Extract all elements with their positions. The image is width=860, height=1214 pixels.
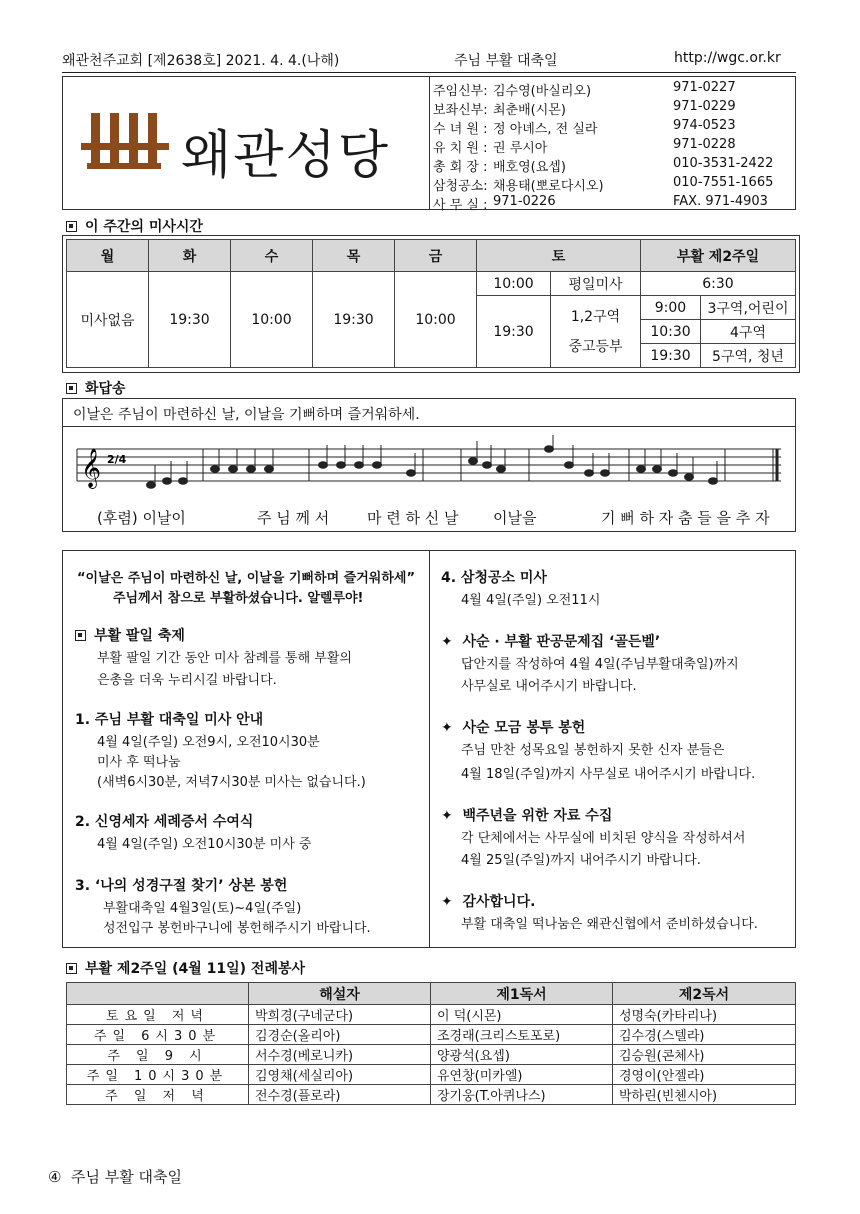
time-signature-numerator: 2/4	[107, 453, 127, 466]
mass-sat-type1: 평일미사	[551, 272, 641, 296]
notes-group	[147, 435, 718, 488]
music-staff	[73, 435, 787, 499]
note-head	[407, 470, 416, 477]
psalm-text: 이날은 주님이 마련하신 날, 이날을 기뻐하며 즐거워하세.	[73, 407, 420, 423]
easter-greeting: 주님께서 참으로 부활하셨습니다. 알렐루야!	[113, 591, 364, 606]
note-head	[585, 470, 594, 477]
octave-line: 은총을 더욱 누리시길 바랍니다.	[97, 673, 277, 688]
mass-sat-time1: 10:00	[477, 272, 551, 296]
server-name: 김승원(콘체사)	[613, 1045, 796, 1065]
mass-slot: 주 일 저 녁	[67, 1085, 249, 1105]
issue-info: 왜관천주교회 [제2638호] 2021. 4. 4.(나해)	[62, 53, 340, 69]
staff-name: 971-0226	[493, 194, 556, 209]
mass-tue: 19:30	[149, 272, 231, 368]
mass-wed: 10:00	[231, 272, 313, 368]
mass-mon: 미사없음	[67, 272, 149, 368]
staff-role: 주임신부:	[433, 84, 488, 99]
note-head	[601, 470, 610, 477]
server-name: 서수경(베로니카)	[249, 1045, 431, 1065]
mass-fri: 10:00	[395, 272, 477, 368]
psalm-heading: 화답송	[66, 378, 126, 398]
collection-2-line: 4월 18일(주일)까지 사무실로 내어주시기 바랍니다.	[461, 767, 756, 782]
server-name: 양광석(요셉)	[431, 1045, 613, 1065]
collection-1-line: 사무실로 내어주시기 바랍니다.	[461, 679, 637, 694]
servers-row	[67, 1085, 796, 1105]
octave-line: 부활 팔일 기간 동안 미사 참례를 통해 부활의	[97, 651, 352, 666]
servers-col-header	[67, 983, 249, 1005]
staff-role: 사 무 실 :	[433, 198, 488, 213]
staff-row	[433, 193, 793, 212]
parish-info-box	[62, 76, 796, 213]
staff-phone: 974-0523	[673, 118, 736, 133]
note-head	[565, 462, 574, 469]
staff-role: 유 치 원 :	[433, 141, 488, 156]
staff-name: 권 루시아	[493, 141, 548, 156]
day-mon: 월	[67, 240, 149, 272]
servers-col-header: 제2독서	[613, 983, 796, 1005]
notice-1-line: (새벽6시30분, 저녁7시30분 미사는 없습니다.)	[97, 775, 366, 790]
server-name: 전수경(플로라)	[249, 1085, 431, 1105]
server-name: 김수경(스텔라)	[613, 1025, 796, 1045]
staff-phone: 971-0228	[673, 137, 736, 152]
server-name: 김경순(올리아)	[249, 1025, 431, 1045]
server-name: 박희경(구네군다)	[249, 1005, 431, 1025]
server-name: 박하린(빈첸시아)	[613, 1085, 796, 1105]
page-number: ④	[48, 1168, 62, 1186]
servers-row	[67, 1025, 796, 1045]
note-head	[355, 462, 364, 469]
collection-3-line: 4월 25일(주일)까지 내어주시기 바랍니다.	[461, 853, 701, 868]
servers-heading: 부활 제2주일 (4월 11일) 전례봉사	[66, 958, 305, 978]
page-footer	[48, 1166, 182, 1187]
staff-phone: 010-3531-2422	[673, 156, 774, 171]
day-tue: 화	[149, 240, 231, 272]
note-head	[637, 466, 646, 473]
staff-name: 김수영(바실리오)	[493, 84, 592, 99]
mass-sat-type2: 1,2구역 중고등부	[551, 296, 641, 368]
note-head	[373, 462, 382, 469]
feast-title: 주님 부활 대축일	[454, 53, 558, 69]
mass-sun-time4: 19:30	[641, 344, 701, 368]
mass-sun-group3: 4구역	[701, 320, 796, 344]
easter-quote: “이날은 주님이 마련하신 날, 이날을 기뻐하며 즐거워하세”	[77, 571, 416, 586]
collection-1-title: ✦ 사순 · 부활 판공문제집 ‘골든벨’	[441, 634, 661, 650]
staff-phone: 971-0227	[673, 80, 736, 95]
note-head	[497, 466, 506, 473]
collection-3-title: ✦ 백주년을 위한 자료 수집	[441, 808, 613, 824]
collection-2-line: 주님 만찬 성목요일 봉헌하지 못한 신자 분들은	[461, 743, 725, 758]
servers-col-header: 제1독서	[431, 983, 613, 1005]
notice-1-title: 1. 주님 부활 대축일 미사 안내	[75, 712, 264, 728]
day-thu: 목	[313, 240, 395, 272]
staff-name: 채용태(뽀로다시오)	[493, 179, 604, 194]
footer-title: 주님 부활 대축일	[71, 1168, 182, 1186]
staff-name: 최춘배(시몬)	[493, 103, 566, 118]
collection-2-title: ✦ 사순 모금 봉투 봉헌	[441, 720, 586, 736]
note-head	[669, 470, 678, 477]
mass-sun-group2: 3구역,어린이	[701, 296, 796, 320]
servers-row	[67, 1045, 796, 1065]
server-name: 유연창(미카엘)	[431, 1065, 613, 1085]
website-link[interactable]: http://wgc.or.kr	[674, 50, 781, 66]
note-head	[709, 478, 718, 485]
staff-row	[433, 117, 793, 136]
octave-title: 부활 팔일 축제	[75, 625, 185, 645]
collection-3-line: 각 단체에서는 사무실에 비치된 양식을 작성하셔서	[461, 831, 746, 846]
notices-box	[62, 550, 796, 948]
note-head	[229, 466, 238, 473]
masthead	[62, 50, 796, 72]
note-head	[685, 474, 694, 481]
psalm-box: 이날은 주님이 마련하신 날, 이날을 기뻐하며 즐거워하세. 𝄞 2/4 (후렴) 이날이 주 님 께 서 마 련 하 신 날 이날을 기 뻐 하 자 춤 들 을 추 자	[62, 398, 796, 532]
servers-col-header: 해설자	[249, 983, 431, 1005]
mass-thu: 19:30	[313, 272, 395, 368]
notice-1-line: 4월 4일(주일) 오전9시, 오전10시30분	[97, 735, 320, 750]
server-name: 장기웅(T.아퀴나스)	[431, 1085, 613, 1105]
server-name: 이 덕(시몬)	[431, 1005, 613, 1025]
staff-name: 배호영(요셉)	[493, 160, 566, 175]
mass-schedule-heading: 이 주간의 미사시간	[66, 216, 203, 236]
server-name: 경영이(안젤라)	[613, 1065, 796, 1085]
day-wed: 수	[231, 240, 313, 272]
server-name: 조경래(크리스토포로)	[431, 1025, 613, 1045]
mass-sat-time2: 19:30	[477, 296, 551, 368]
mass-sun-time3: 10:30	[641, 320, 701, 344]
logo-mark-icon	[81, 107, 171, 179]
diamond-icon: ✦	[441, 720, 453, 736]
staff-role: 삼청공소:	[433, 179, 488, 194]
day-sat: 토	[477, 240, 641, 272]
mass-slot: 주일 6시30분	[67, 1025, 249, 1045]
notice-4-line: 4월 4일(주일) 오전11시	[461, 593, 601, 608]
thanks-title: ✦ 감사합니다.	[441, 894, 536, 910]
staff-row	[433, 174, 793, 193]
mass-sun-time1: 6:30	[641, 272, 796, 296]
mass-slot: 주 일 9 시	[67, 1045, 249, 1065]
day-fri: 금	[395, 240, 477, 272]
mass-schedule-table	[66, 239, 796, 368]
servers-table	[66, 982, 796, 1105]
note-head	[653, 466, 662, 473]
mass-slot: 주일 10시30분	[67, 1065, 249, 1085]
note-head	[265, 466, 274, 473]
notice-2-line: 4월 4일(주일) 오전10시30분 미사 중	[97, 837, 312, 852]
note-head	[469, 458, 478, 465]
note-head	[147, 482, 156, 489]
treble-clef-icon: 𝄞	[81, 448, 102, 488]
thanks-line: 부활 대축일 떡나눔은 왜관신협에서 준비하셨습니다.	[461, 917, 758, 932]
note-head	[337, 462, 346, 469]
notice-3-line: 부활대축일 4월3일(토)~4일(주일)	[103, 901, 302, 916]
note-head	[211, 466, 220, 473]
parish-logo-text: 왜관성당	[181, 126, 390, 186]
staff-row	[433, 155, 793, 174]
servers-row	[67, 1065, 796, 1085]
diamond-icon: ✦	[441, 808, 453, 824]
notice-3-title: 3. ‘나의 성경구절 찾기’ 상본 봉헌	[75, 878, 288, 894]
staff-phone: 971-0229	[673, 99, 736, 114]
note-head	[163, 478, 172, 485]
logo-area	[63, 77, 430, 209]
mass-sun-time2: 9:00	[641, 296, 701, 320]
notice-4-title: 4. 삼청공소 미사	[441, 570, 547, 586]
note-head	[483, 462, 492, 469]
diamond-icon: ✦	[441, 634, 453, 650]
servers-row	[67, 1005, 796, 1025]
staff-role: 총 회 장 :	[433, 160, 488, 175]
header-rule	[62, 72, 796, 73]
staff-phone: FAX. 971-4903	[673, 194, 768, 209]
server-name: 성명숙(카타리나)	[613, 1005, 796, 1025]
note-head	[319, 462, 328, 469]
staff-row	[433, 98, 793, 117]
server-name: 김영채(세실리아)	[249, 1065, 431, 1085]
note-head	[179, 478, 188, 485]
notice-2-title: 2. 신영세자 세례증서 수여식	[75, 814, 254, 830]
staff-role: 수 녀 원 :	[433, 122, 488, 137]
diamond-icon: ✦	[441, 894, 453, 910]
staff-role: 보좌신부:	[433, 103, 488, 118]
notice-1-line: 미사 후 떡나눔	[97, 755, 181, 770]
staff-row	[433, 79, 793, 98]
staff-phone: 010-7551-1665	[673, 175, 774, 190]
note-head	[247, 466, 256, 473]
mass-slot: 토요일 저녁	[67, 1005, 249, 1025]
day-sun: 부활 제2주일	[641, 240, 796, 272]
notice-3-line: 성전입구 봉헌바구니에 봉헌해주시기 바랍니다.	[103, 921, 371, 936]
collection-1-line: 답안지를 작성하여 4월 4일(주님부활대축일)까지	[461, 657, 739, 672]
staff-list	[433, 79, 793, 212]
mass-sun-group4: 5구역, 청년	[701, 344, 796, 368]
staff-name: 정 아녜스, 전 실라	[493, 122, 598, 137]
note-head	[545, 446, 554, 453]
staff-row	[433, 136, 793, 155]
